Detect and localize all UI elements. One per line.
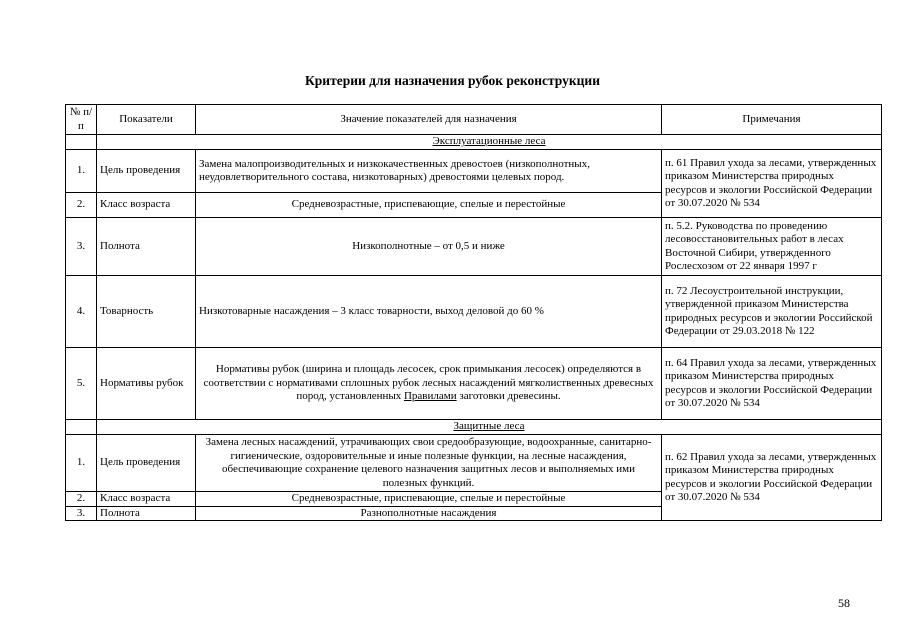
row-indicator: Класс возраста	[97, 492, 196, 507]
row-indicator: Нормативы рубок	[97, 348, 196, 420]
row-value-text: Нормативы рубок (ширина и площадь лесосек, срок примыкания лесосек) определяются в соответствии с нормативами сплошных рубок лесных насаждений мягколиственных древесных пород, установленных	[203, 363, 654, 403]
row-note: п. 62 Правил ухода за лесами, утвержденных приказом Министерства природных ресурсов и экологии Российской Федерации от 30.07.2020 № 534	[662, 435, 882, 521]
table-row	[66, 348, 882, 420]
row-note: п. 72 Лесоустроительной инструкции, утвержденной приказом Министерства природных ресурсов и экологии Российской Федерации от 29.03.2018 № 122	[662, 276, 882, 348]
row-indicator: Класс возраста	[97, 193, 196, 218]
table-row	[66, 150, 882, 193]
row-num: 3.	[66, 218, 97, 276]
section-title-exploitation: Эксплуатационные леса	[97, 135, 882, 150]
row-indicator: Товарность	[97, 276, 196, 348]
row-value: Средневозрастные, приспевающие, спелые и перестойные	[196, 193, 662, 218]
row-value: Замена лесных насаждений, утрачивающих свои средообразующие, водоохранные, санитарно-гигиенические, оздоровительные и иные полезные функции, на лесные насаждения, обеспечивающие сохранение целевого назначения защитных лесов и выполняемых ими полезных функций.	[196, 435, 662, 492]
row-note: п. 5.2. Руководства по проведению лесовосстановительных работ в лесах Восточной Сибири, утвержденного Рослесхозом от 22 января 1997 г	[662, 218, 882, 276]
row-indicator: Цель проведения	[97, 150, 196, 193]
table-row	[66, 276, 882, 348]
row-note: п. 64 Правил ухода за лесами, утвержденных приказом Министерства природных ресурсов и экологии Российской Федерации от 30.07.2020 № 534	[662, 348, 882, 420]
row-value-text: заготовки древесины.	[456, 390, 561, 403]
header-indicator: Показатели	[97, 105, 196, 135]
row-value: Средневозрастные, приспевающие, спелые и перестойные	[196, 492, 662, 507]
section-title-protective: Защитные леса	[97, 420, 882, 435]
header-num: № п/п	[66, 105, 97, 135]
row-num: 2.	[66, 492, 97, 507]
header-notes: Примечания	[662, 105, 882, 135]
rules-link[interactable]: Правилами	[403, 390, 457, 403]
row-num: 5.	[66, 348, 97, 420]
table-row	[66, 435, 882, 492]
row-note: п. 61 Правил ухода за лесами, утвержденных приказом Министерства природных ресурсов и экологии Российской Федерации от 30.07.2020 № 534	[662, 150, 882, 218]
row-value: Низкополнотные – от 0,5 и ниже	[196, 218, 662, 276]
row-num: 1.	[66, 150, 97, 193]
document-title: Критерии для назначения рубок реконструкции	[305, 73, 600, 88]
row-indicator: Полнота	[97, 218, 196, 276]
table-header-row	[66, 105, 882, 135]
section-row	[66, 420, 882, 435]
header-value: Значение показателей для назначения	[196, 105, 662, 135]
row-indicator: Полнота	[97, 506, 196, 521]
row-value: Замена малопроизводительных и низкокачественных древостоев (низкополнотных, неудовлетворительного состава, низкотоварных) древостоями целевых пород.	[196, 150, 662, 193]
row-value: Низкотоварные насаждения – 3 класс товарности, выход деловой до 60 %	[196, 276, 662, 348]
row-num: 4.	[66, 276, 97, 348]
section-row	[66, 135, 882, 150]
row-num: 1.	[66, 435, 97, 492]
criteria-table	[65, 104, 882, 521]
row-num: 2.	[66, 193, 97, 218]
page-number: 58	[838, 596, 850, 610]
row-num: 3.	[66, 506, 97, 521]
table-row	[66, 218, 882, 276]
row-value	[196, 348, 662, 420]
row-value: Разнополнотные насаждения	[196, 506, 662, 521]
row-indicator: Цель проведения	[97, 435, 196, 492]
